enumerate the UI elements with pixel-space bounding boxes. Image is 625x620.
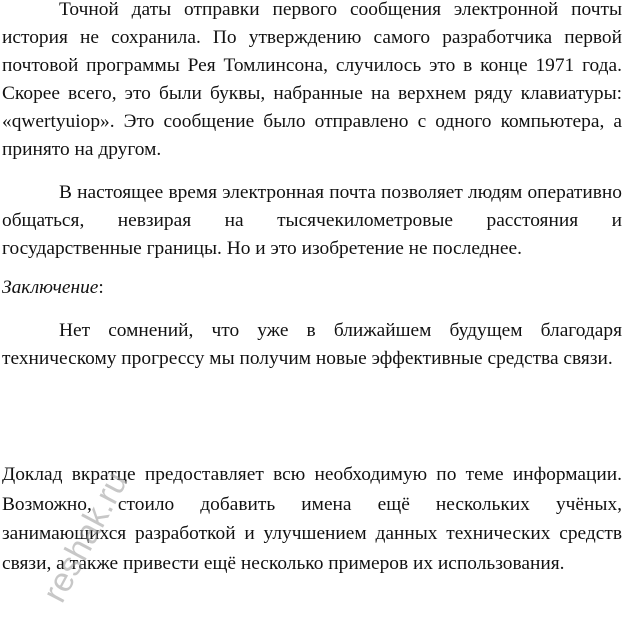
watermark-text: reshak.ru [35,465,136,609]
conclusion-colon: : [98,277,104,298]
conclusion-label: Заключение [2,277,99,298]
paragraph-email-history: Точной даты отправки первого сообщения электронной почты история не сохранила. По утверждению самого разработчика первой почтовой программы Рея Томлинсона, случилось это в конце 1971 года. Скорее всего, это были буквы, набранные на верхнем ряду клавиатуры: «qwertyuiop». Это сообщение было отправлено с одного компьютера, а принято на другом. [2,0,622,160]
paragraph-review: Доклад вкратце предоставляет всю необходимую по теме информации. Возможно, стоило добавить имена ещё нескольких учёных, занимающихся разработкой и улучшением данных технических средств связи, а также привести ещё несколько примеров их использования. [2,464,622,574]
paragraph-email-today: В настоящее время электронная почта позволяет людям оперативно общаться, невзирая на тысячекилометровые расстояния и государственные границы. Но и это изобретение не последнее. [2,182,622,259]
conclusion-heading [2,274,622,302]
paragraph-conclusion: Нет сомнений, что уже в ближайшем будущем благодаря техническому прогрессу мы получим новые эффективные средства связи. [2,320,622,369]
